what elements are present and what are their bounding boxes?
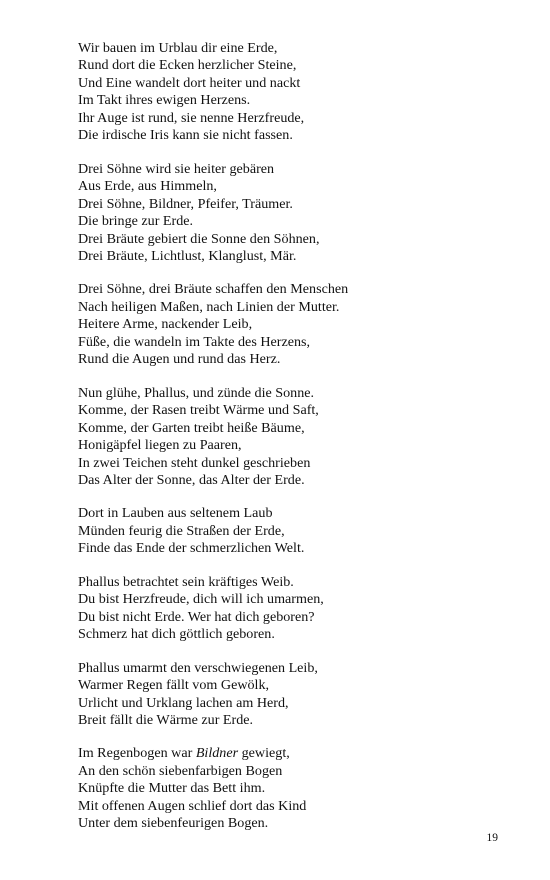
poem [78,40,518,849]
poem-line: Und Eine wandelt dort heiter und nackt [78,74,301,91]
poem-line: Phallus betrachtet sein kräftiges Weib. [78,573,294,590]
stanza-2 [78,161,518,266]
poem-line: Münden feurig die Straßen der Erde, [78,522,285,539]
poem-line: Honigäpfel liegen zu Paaren, [78,437,242,454]
stanza-7 [78,660,518,730]
poem-line: Du bist nicht Erde. Wer hat dich geboren? [78,608,315,625]
poem-line: Ihr Auge ist rund, sie nenne Herzfreude, [78,109,305,126]
poem-line: Breit fällt die Wärme zur Erde. [78,711,254,728]
line-text-after-italic: gewiegt, [238,745,290,762]
poem-line: An den schön siebenfarbigen Bogen [78,762,283,779]
italic-word-bildner: Bildner [195,745,239,762]
poem-line: Rund die Augen und rund das Herz. [78,351,281,368]
poem-line: Drei Söhne, drei Bräute schaffen den Menschen [78,281,349,298]
stanza-6 [78,574,518,644]
poem-line: Heitere Arme, nackender Leib, [78,316,253,333]
poem-line: Schmerz hat dich göttlich geboren. [78,626,275,643]
poem-line: Nun glühe, Phallus, und zünde die Sonne. [78,384,315,401]
poem-line: Drei Bräute gebiert die Sonne den Söhnen, [78,230,320,247]
poem-line: Komme, der Rasen treibt Wärme und Saft, [78,402,319,419]
poem-line: Rund dort die Ecken herzlicher Steine, [78,57,297,74]
poem-line: Aus Erde, aus Himmeln, [78,178,217,195]
poem-line: In zwei Teichen steht dunkel geschrieben [78,454,311,471]
poem-line: Du bist Herzfreude, dich will ich umarmen, [78,591,324,608]
poem-line: Mit offenen Augen schlief dort das Kind [78,797,307,814]
poem-line: Phallus umarmt den verschwiegenen Leib, [78,659,318,676]
stanza-3 [78,281,518,368]
poem-line: Nach heiligen Maßen, nach Linien der Mutter. [78,298,340,315]
poem-line: Unter dem siebenfeurigen Bogen. [78,815,269,832]
poem-line: Im Takt ihres ewigen Herzens. [78,92,251,109]
poem-line: Das Alter der Sonne, das Alter der Erde. [78,471,305,488]
poem-line: Drei Söhne wird sie heiter gebären [78,160,275,177]
poem-line: Knüpfte die Mutter das Bett ihm. [78,780,266,797]
page-number: 19 [486,832,498,844]
poem-line [78,745,518,762]
poem-line: Füße, die wandeln im Takte des Herzens, [78,333,311,350]
poem-line: Drei Bräute, Lichtlust, Klanglust, Mär. [78,247,297,264]
poem-line: Wir bauen im Urblau dir eine Erde, [78,40,278,56]
poem-line: Dort in Lauben aus seltenem Laub [78,505,273,522]
poem-line: Finde das Ende der schmerzlichen Welt. [78,540,305,557]
poem-line: Die bringe zur Erde. [78,213,194,230]
poem-line: Drei Söhne, Bildner, Pfeifer, Träumer. [78,195,293,212]
poem-line: Die irdische Iris kann sie nicht fassen. [78,127,293,144]
poem-line: Urlicht und Urklang lachen am Herd, [78,694,289,711]
line-text-before-italic: Im Regenbogen war [78,745,196,762]
poem-line: Warmer Regen fällt vom Gewölk, [78,677,270,694]
stanza-4 [78,385,518,490]
stanza-1 [78,40,518,145]
stanza-8 [78,745,518,832]
poem-line: Komme, der Garten treibt heiße Bäume, [78,419,305,436]
stanza-5 [78,505,518,557]
